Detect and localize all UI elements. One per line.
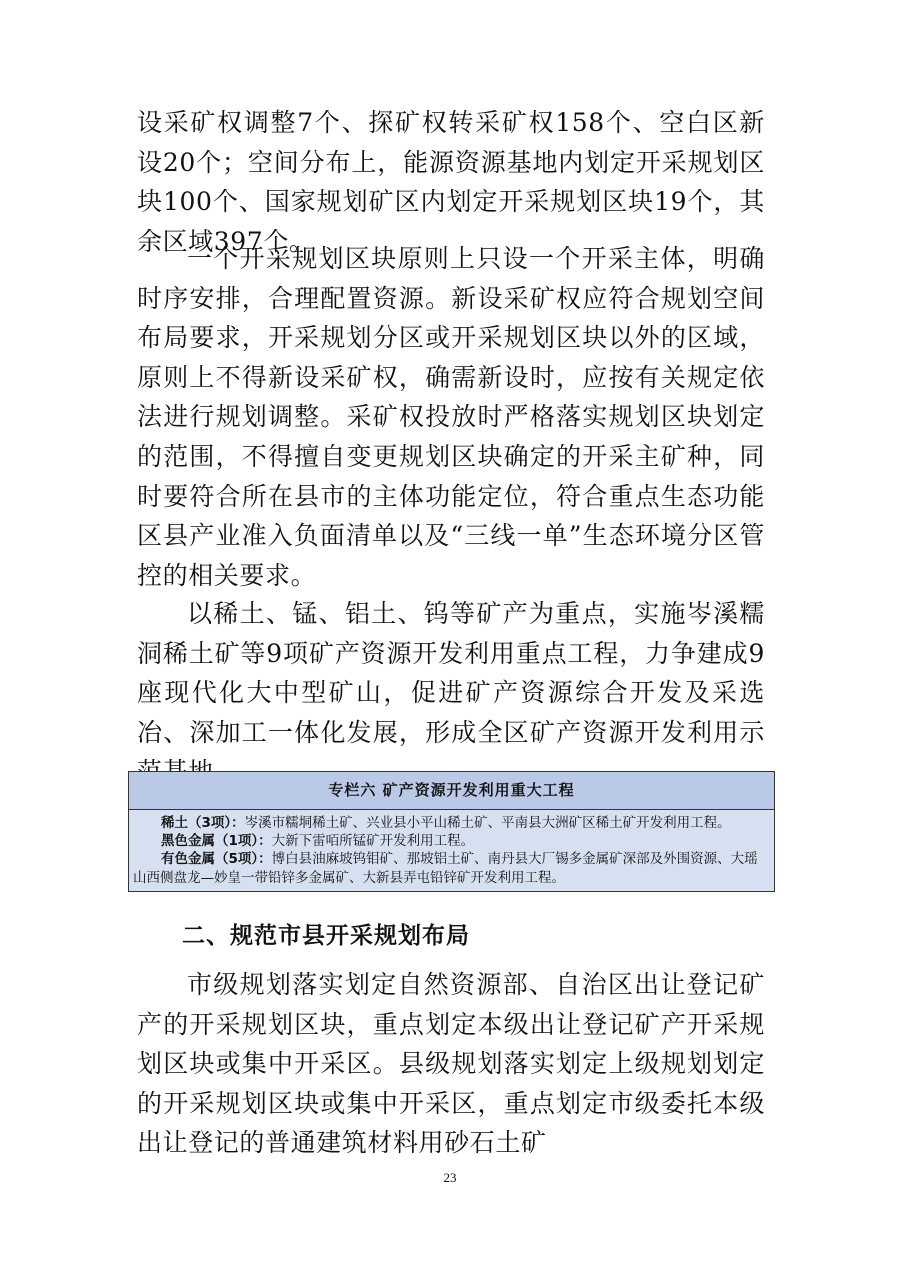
special-column-item [133,850,770,886]
item-label: 黑色金属（1项）： [161,833,272,850]
section-heading: 二、规范市县开采规划布局 [182,923,470,949]
special-column-body [129,810,774,891]
item-text: 博白县油麻坡钨钼矿、那坡铝土矿、南丹县大厂锡多金属矿深部及外围资源、大瑶山西侧盘龙—妙皇一带铅锌多金属矿、大新县弄屯铅锌矿开发利用工程。 [133,851,758,886]
special-column-item [133,832,770,850]
special-column-item [133,814,770,832]
paragraph-2: 一个开采规划区块原则上只设一个开采主体，明确时序安排，合理配置资源。新设采矿权应符合规划空间布局要求，开采规划分区或开采规划区块以外的区域，原则上不得新设采矿权，确需新设时，应按有关规定依法进行规划调整。采矿权投放时严格落实规划区块划定的范围，不得擅自变更规划区块确定的开采主矿种，同时要符合所在县市的主体功能定位，符合重点生态功能区县产业准入负面清单以及“三线一单”生态环境分区管控的相关要求。 [137,244,765,590]
page-number: 23 [443,1170,457,1185]
item-text: 岑溪市糯垌稀土矿、兴业县小平山稀土矿、平南县大洲矿区稀土矿开发利用工程。 [244,815,731,831]
special-column-title: 专栏六 矿产资源开发利用重大工程 [129,772,774,810]
paragraph-1: 设采矿权调整7个、探矿权转采矿权158个、空白区新设20个；空间分布上，能源资源基地内划定开采规划区块100个、国家规划矿区内划定开采规划区块19个，其余区域397个。 [137,108,765,256]
paragraph-4: 市级规划落实划定自然资源部、自治区出让登记矿产的开采规划区块，重点划定本级出让登记矿产开采规划区块或集中开采区。县级规划落实划定上级规划划定的开采规划区块或集中开采区，重点划定市级委托本级出让登记的普通建筑材料用砂石土矿 [137,970,765,1158]
item-label: 有色金属（5项）： [161,851,272,868]
paragraph-3: 以稀土、锰、铝土、钨等矿产为重点，实施岑溪糯洞稀土矿等9项矿产资源开发利用重点工程，力争建成9座现代化大中型矿山，促进矿产资源综合开发及采选冶、深加工一体化发展，形成全区矿产资源开发利用示 [137,599,765,747]
special-column-box [128,771,775,892]
item-label: 稀土（3项）： [161,815,245,831]
item-text: 大新下雷咟所锰矿开发利用工程。 [271,833,475,850]
